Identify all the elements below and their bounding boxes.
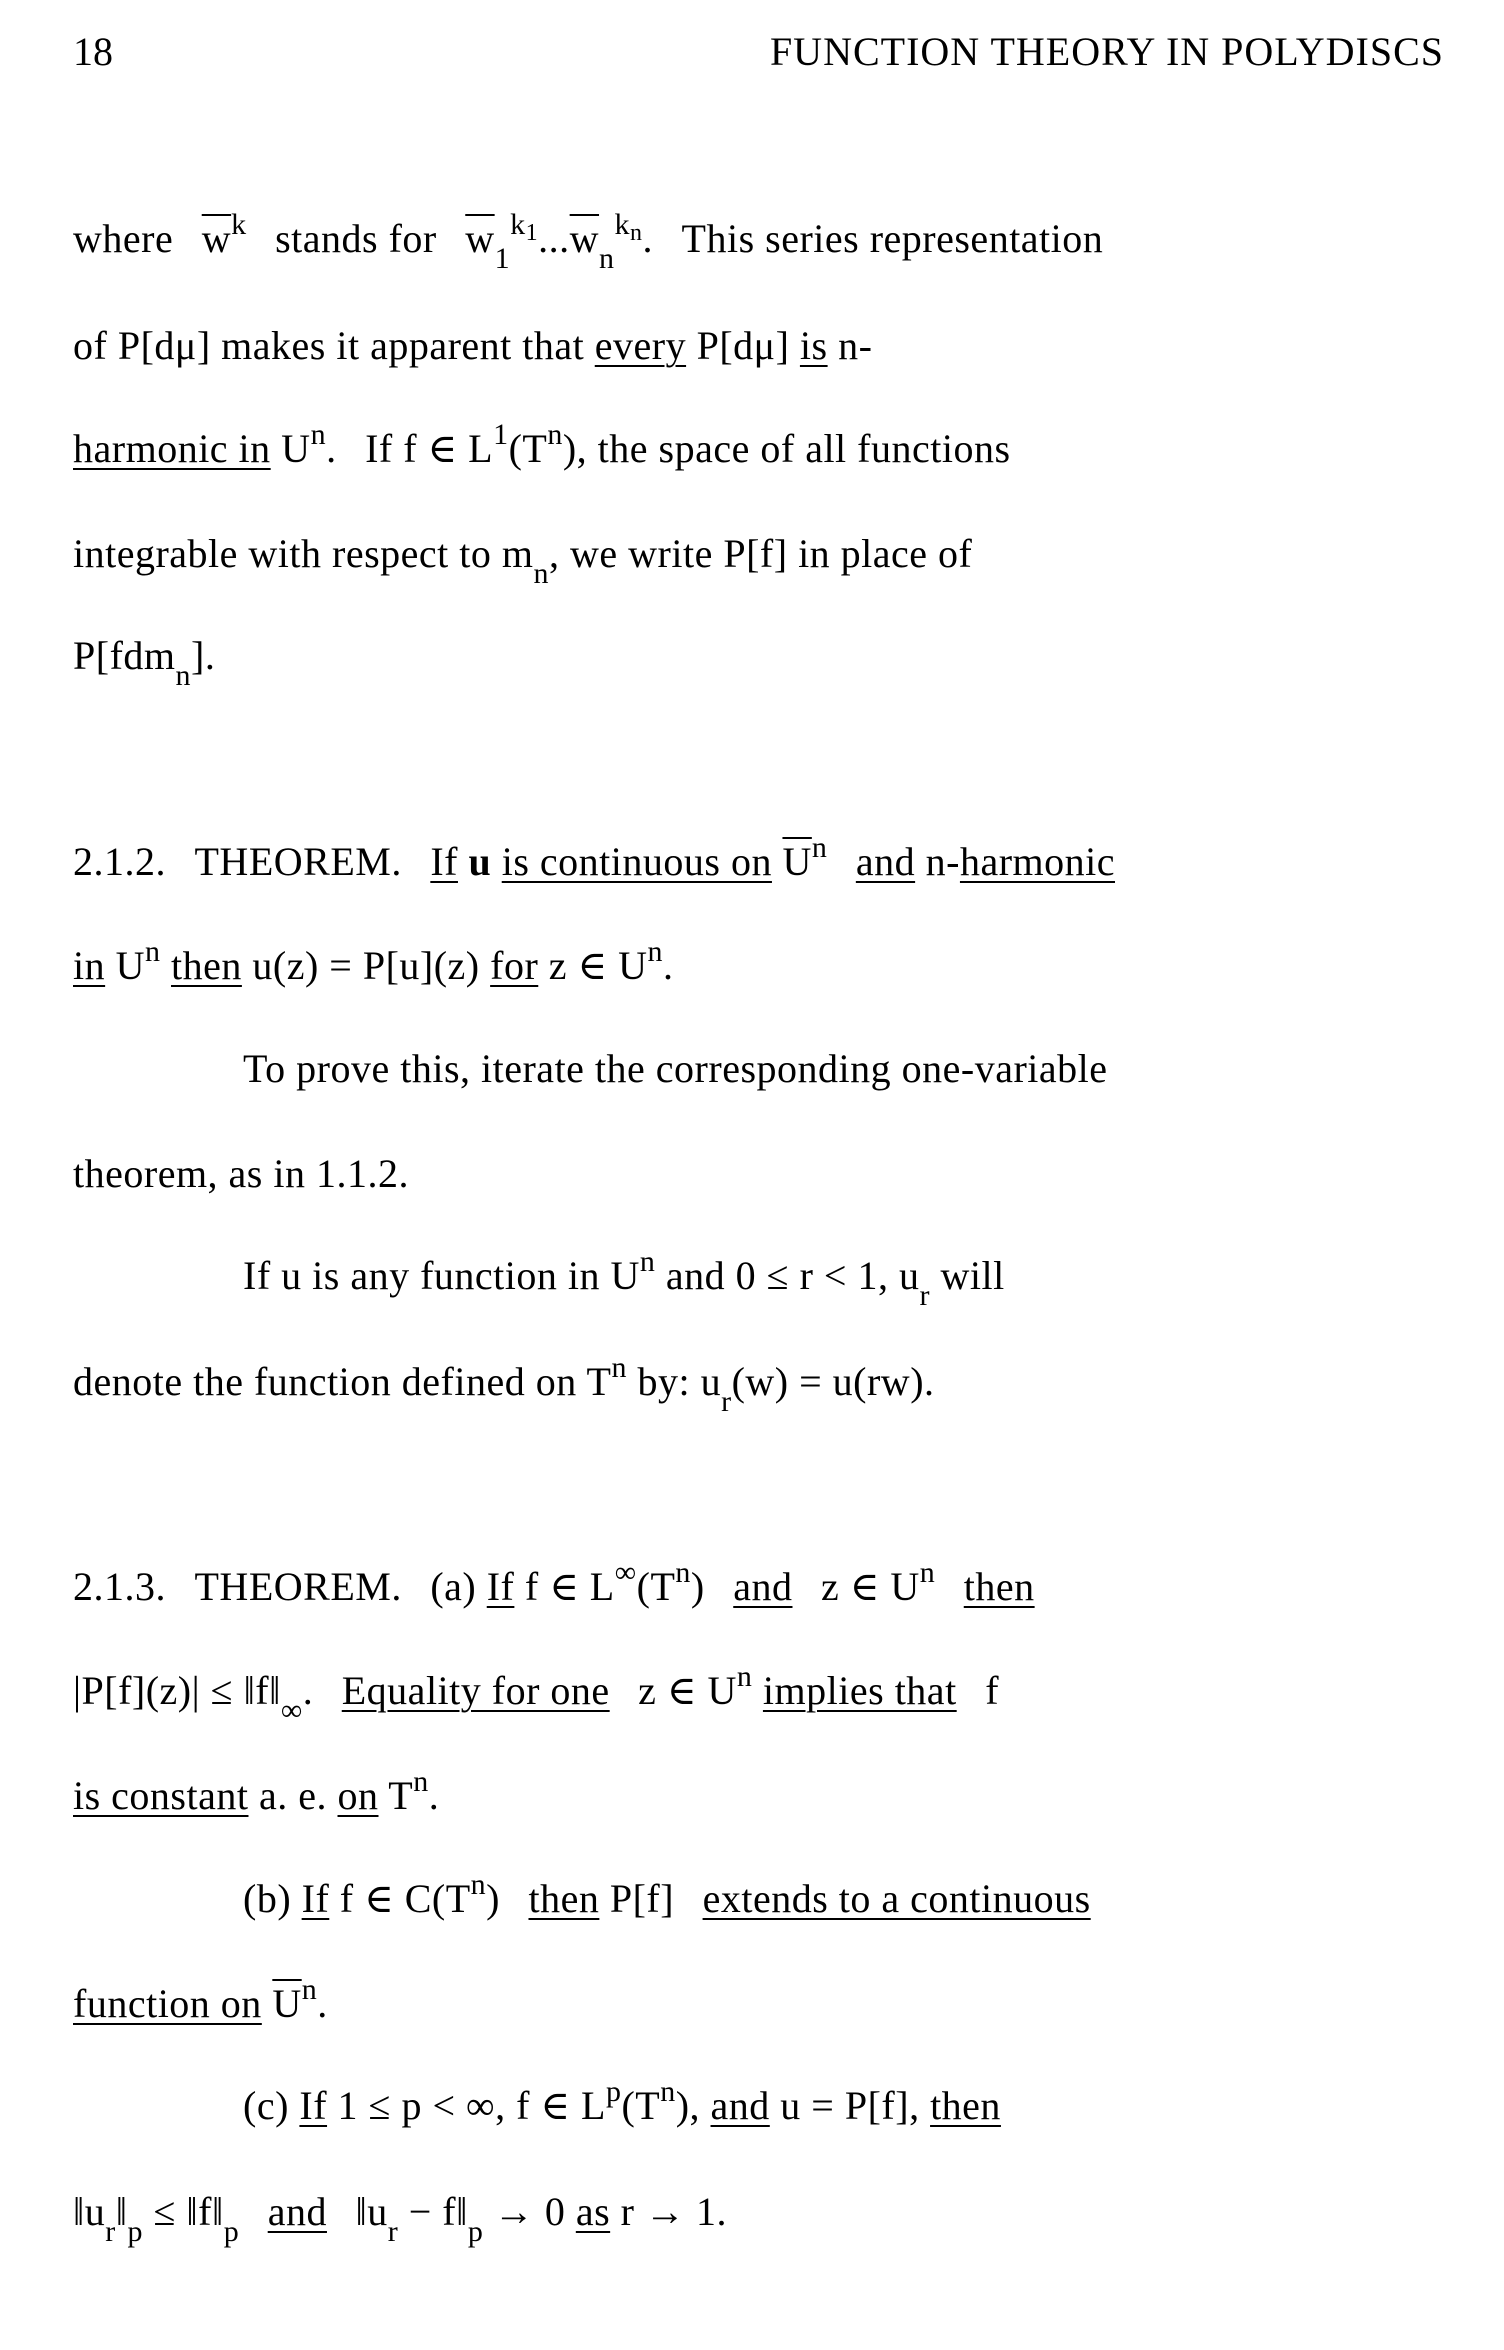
text-line: where $\overline{w}^k$ stands for $\overline{w}_1^{k_1}...\overline{w}_n^{k_n}$. This series representation [73,208,1104,275]
theorem-2-1-2-heading: 2.1.2. THEOREM. If u is continuous on $\overline{U}^n$ and n-harmonic [73,831,1115,884]
page-header [73,28,1444,88]
text-line: To prove this, iterate the corresponding one-variable [243,1046,1108,1091]
text-line: $‖u_r‖_p$ ≤ $‖f‖_p$ and $‖u_r$ − $f‖_p \to 0$ as r → 1. [73,2189,727,2248]
text-line: integrable with respect to $m_n$, we write P[f] in place of [73,531,973,590]
text-line: (c) If 1 ≤ p < ∞, f ∈ $L^p(T^n)$, and u = P[f], then [243,2075,1001,2128]
text-line: of P[dμ] makes it apparent that every P[dμ] is n- [73,323,873,368]
theorem-2-1-3-heading: 2.1.3. THEOREM. (a) If f ∈ $L^\infty(T^n)$ and z ∈ $U^n$ then [73,1556,1035,1609]
text-line: P[fdm$_n$]. [73,633,216,692]
page-number: 18 [73,29,113,74]
text-line: in $U^n$ then u(z) = P[u](z) for z ∈ $U^n$. [73,935,674,988]
text-line: (b) If f ∈ $C(T^n)$ then P[f] extends to a continuous [243,1868,1091,1921]
text-line: If u is any function in $U^n$ and 0 ≤ r < 1, $u_r$ will [243,1245,1005,1312]
text-line: function on $\overline{U}^n$. [73,1973,328,2026]
text-line: $|P[f](z)| \le ‖f‖_\infty$. Equality for one z ∈ $U^n$ implies that f [73,1660,1000,1727]
text-line: theorem, as in 1.1.2. [73,1151,409,1196]
text-line: harmonic in $U^n$. If f ∈ $L^1(T^n)$, the space of all functions [73,418,1011,471]
running-title: FUNCTION THEORY IN POLYDISCS [769,29,1444,74]
text-line: denote the function defined on $T^n$ by: $u_r(w) = u(rw)$. [73,1351,935,1418]
text-line: is constant a. e. on $T^n$. [73,1765,440,1818]
